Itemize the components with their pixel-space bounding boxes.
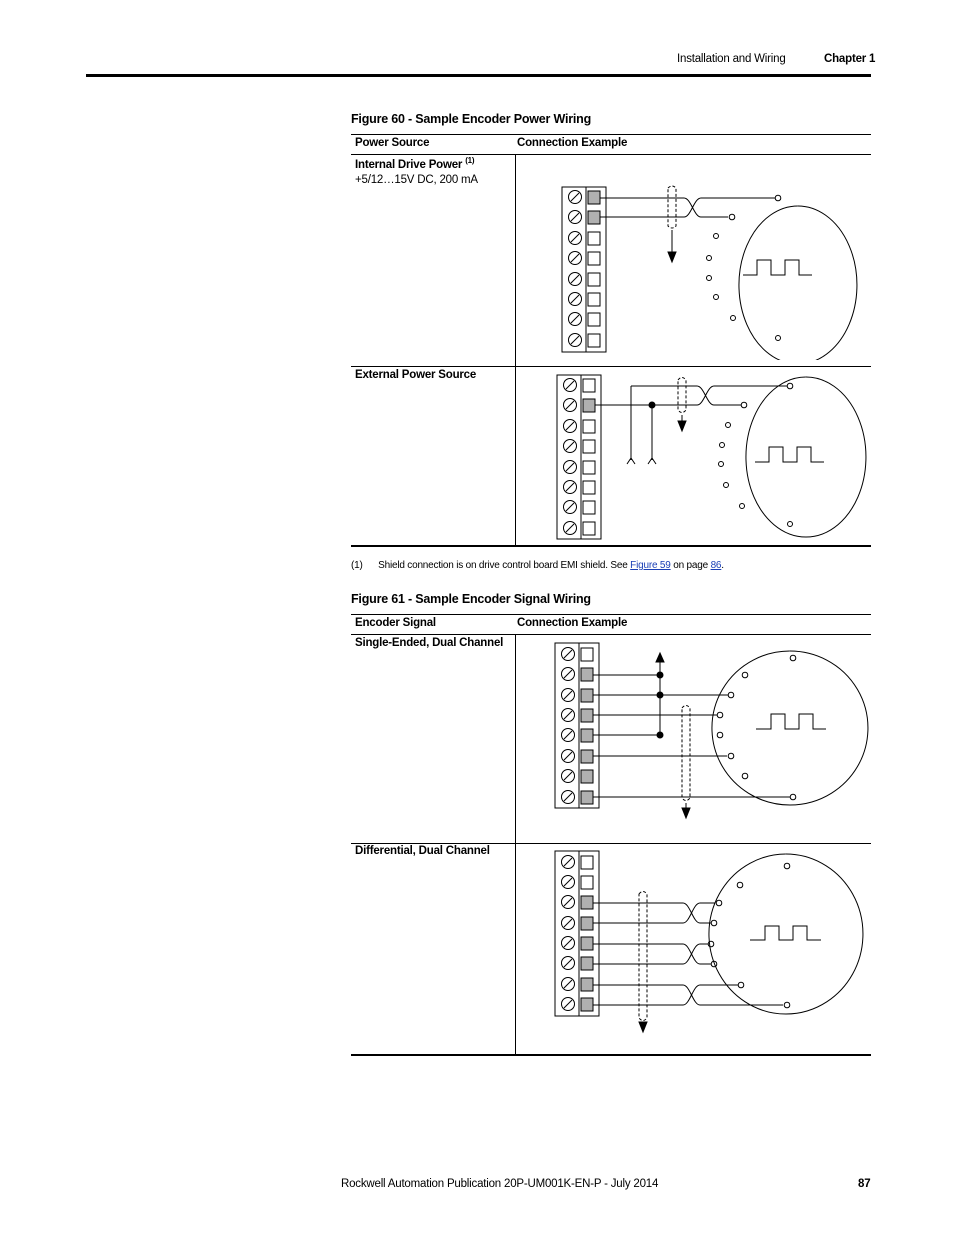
footnote — [351, 560, 724, 571]
running-header-chapter: Chapter 1 — [824, 53, 876, 65]
running-header-section: Installation and Wiring — [677, 53, 786, 65]
footnote-ref: (1) — [465, 156, 475, 165]
column-divider — [515, 635, 516, 1055]
footer-publication: Rockwell Automation Publication 20P-UM001K-EN-P - July 2014 — [341, 1178, 659, 1190]
table-top-rule — [351, 134, 871, 135]
footnote-text: Shield connection is on drive control board EMI shield. See — [378, 560, 628, 571]
row-label-external-power-source: External Power Source — [355, 369, 477, 381]
row-divider — [351, 366, 871, 367]
footnote-end: . — [721, 560, 724, 571]
column-divider — [515, 155, 516, 546]
table-bottom-rule — [351, 545, 871, 547]
differential-wiring-diagram — [553, 848, 873, 1038]
single-ended-wiring-diagram — [553, 640, 873, 825]
footer-page-number: 87 — [858, 1178, 871, 1190]
internal-power-wiring-diagram — [560, 180, 860, 360]
row-label-differential: Differential, Dual Channel — [355, 845, 490, 857]
column-header-power-source: Power Source — [355, 137, 430, 149]
header-row-rule — [351, 154, 871, 155]
row-label-single-ended: Single-Ended, Dual Channel — [355, 637, 504, 649]
terminal-block — [569, 191, 582, 347]
column-header-connection-example: Connection Example — [517, 137, 628, 149]
row-divider — [351, 843, 871, 844]
external-power-wiring-diagram — [555, 372, 875, 544]
table-bottom-rule — [351, 1054, 871, 1056]
row-label-text: Internal Drive Power — [355, 158, 463, 171]
row-sublabel-voltage: +5/12…15V DC, 200 mA — [355, 174, 478, 186]
header-row-rule — [351, 634, 871, 635]
page-86-link[interactable]: 86 — [710, 560, 722, 571]
column-header-connection-example: Connection Example — [517, 617, 628, 629]
column-header-encoder-signal: Encoder Signal — [355, 617, 436, 629]
figure-60-title: Figure 60 - Sample Encoder Power Wiring — [351, 112, 592, 126]
encoder-pin-dots — [707, 234, 781, 341]
figure-61-title: Figure 61 - Sample Encoder Signal Wiring — [351, 592, 591, 606]
footnote-mid: on page — [673, 560, 708, 571]
table-top-rule — [351, 614, 871, 615]
footnote-marker: (1) — [351, 560, 363, 571]
row-label-internal-drive-power — [355, 156, 474, 171]
header-rule — [86, 74, 871, 77]
figure-59-link[interactable]: Figure 59 — [630, 560, 671, 571]
